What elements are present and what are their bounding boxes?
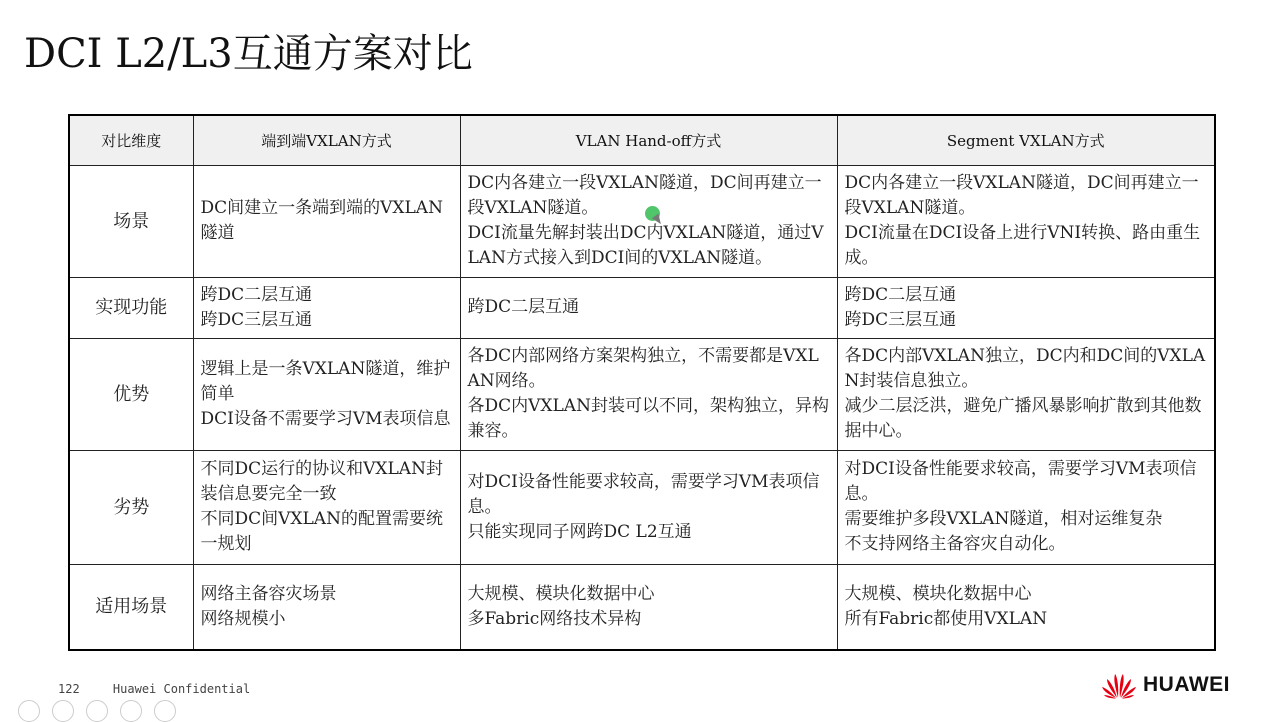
cell-line: 只能实现同子网跨DC L2互通 [467,521,692,542]
table-cell [837,564,1215,650]
cell-line: DCI设备不需要学习VM表项信息 [200,408,451,429]
table-row [69,165,1215,277]
cell-line: 对DCI设备性能要求较高，需要学习VM表项信息。 [467,471,820,517]
table-row [69,277,1215,338]
table-row [69,564,1215,650]
cell-line: 跨DC二层互通 [200,284,313,305]
cell-line: 网络规模小 [200,608,286,629]
table-row [69,450,1215,564]
cell-line: 网络主备容灾场景 [200,583,337,604]
cell-line: 需要维护多段VXLAN隧道，相对运维复杂 [844,509,1163,529]
cell-line: 所有Fabric都使用VXLAN [844,608,1048,629]
cell-line: DCI流量在DCI设备上进行VNI转换、路由重生成。 [844,223,1201,268]
cell-line: 大规模、模块化数据中心 [467,583,655,604]
table-cell [837,450,1215,564]
table-cell [460,277,837,338]
huawei-logo-icon [1101,671,1137,699]
huawei-logo [1101,671,1230,699]
cell-line: DCI流量先解封装出DC内VXLAN隧道，通过VLAN方式接入到DCI间的VXLAN隧道。 [467,223,824,268]
cursor-highlight-icon [645,206,660,221]
table-row [69,338,1215,450]
row-label: 实现功能 [69,277,193,338]
presentation-toolbar [18,700,176,722]
cell-line: 不支持网络主备容灾自动化。 [844,534,1066,554]
table-cell [837,277,1215,338]
table-cell [460,450,837,564]
slide-title: DCI L2/L3互通方案对比 [24,31,473,77]
header-segment-vxlan: Segment VXLAN方式 [837,115,1215,165]
table-header-row [69,115,1215,165]
table-cell [837,338,1215,450]
table-cell [460,338,837,450]
confidential-label: Huawei Confidential [112,682,251,696]
slide-footer [58,682,250,696]
page-number: 122 [58,682,80,696]
zoom-icon[interactable] [120,700,142,722]
table-cell [837,165,1215,277]
prev-slide-icon[interactable] [18,700,40,722]
table-cell [193,338,460,450]
cell-line: 减少二层泛洪，避免广播风暴影响扩散到其他数据中心。 [844,396,1202,441]
cell-line: 不同DC运行的协议和VXLAN封装信息要完全一致 [200,459,443,504]
cell-line: 跨DC三层互通 [200,309,313,330]
header-dimension: 对比维度 [69,115,193,165]
comparison-table [68,114,1216,651]
more-icon[interactable] [154,700,176,722]
row-label: 适用场景 [69,564,193,650]
table-cell [193,450,460,564]
row-label: 劣势 [69,450,193,564]
cell-line: 各DC内VXLAN封装可以不同，架构独立，异构兼容。 [467,396,829,441]
cell-line: 不同DC间VXLAN的配置需要统一规划 [200,509,443,554]
slides-icon[interactable] [86,700,108,722]
cell-line: 大规模、模块化数据中心 [844,583,1032,604]
cell-line: 跨DC二层互通 [467,297,580,317]
brand-name: HUAWEI [1143,673,1230,696]
table-cell [193,165,460,277]
cell-line: 跨DC二层互通 [844,284,957,305]
cell-line: 跨DC三层互通 [844,309,957,330]
table-cell [460,165,837,277]
cell-line: 对DCI设备性能要求较高，需要学习VM表项信息。 [844,459,1197,504]
table-cell [193,277,460,338]
cell-line: DC内各建立一段VXLAN隧道，DC间再建立一段VXLAN隧道。 [467,173,822,218]
row-label: 优势 [69,338,193,450]
cell-line: 各DC内部VXLAN独立，DC内和DC间的VXLAN封装信息独立。 [844,346,1206,391]
next-slide-icon[interactable] [52,700,74,722]
cell-line: DC内各建立一段VXLAN隧道，DC间再建立一段VXLAN隧道。 [844,173,1199,218]
header-vlan-handoff: VLAN Hand-off方式 [460,115,837,165]
row-label: 场景 [69,165,193,277]
cell-line: DC间建立一条端到端的VXLAN隧道 [200,198,443,243]
table-cell [193,564,460,650]
cell-line: 各DC内部网络方案架构独立，不需要都是VXLAN网络。 [467,346,819,391]
table-cell [460,564,837,650]
cell-line: 多Fabric网络技术异构 [467,608,642,629]
cell-line: 逻辑上是一条VXLAN隧道，维护简单 [200,358,451,404]
header-end-to-end-vxlan: 端到端VXLAN方式 [193,115,460,165]
